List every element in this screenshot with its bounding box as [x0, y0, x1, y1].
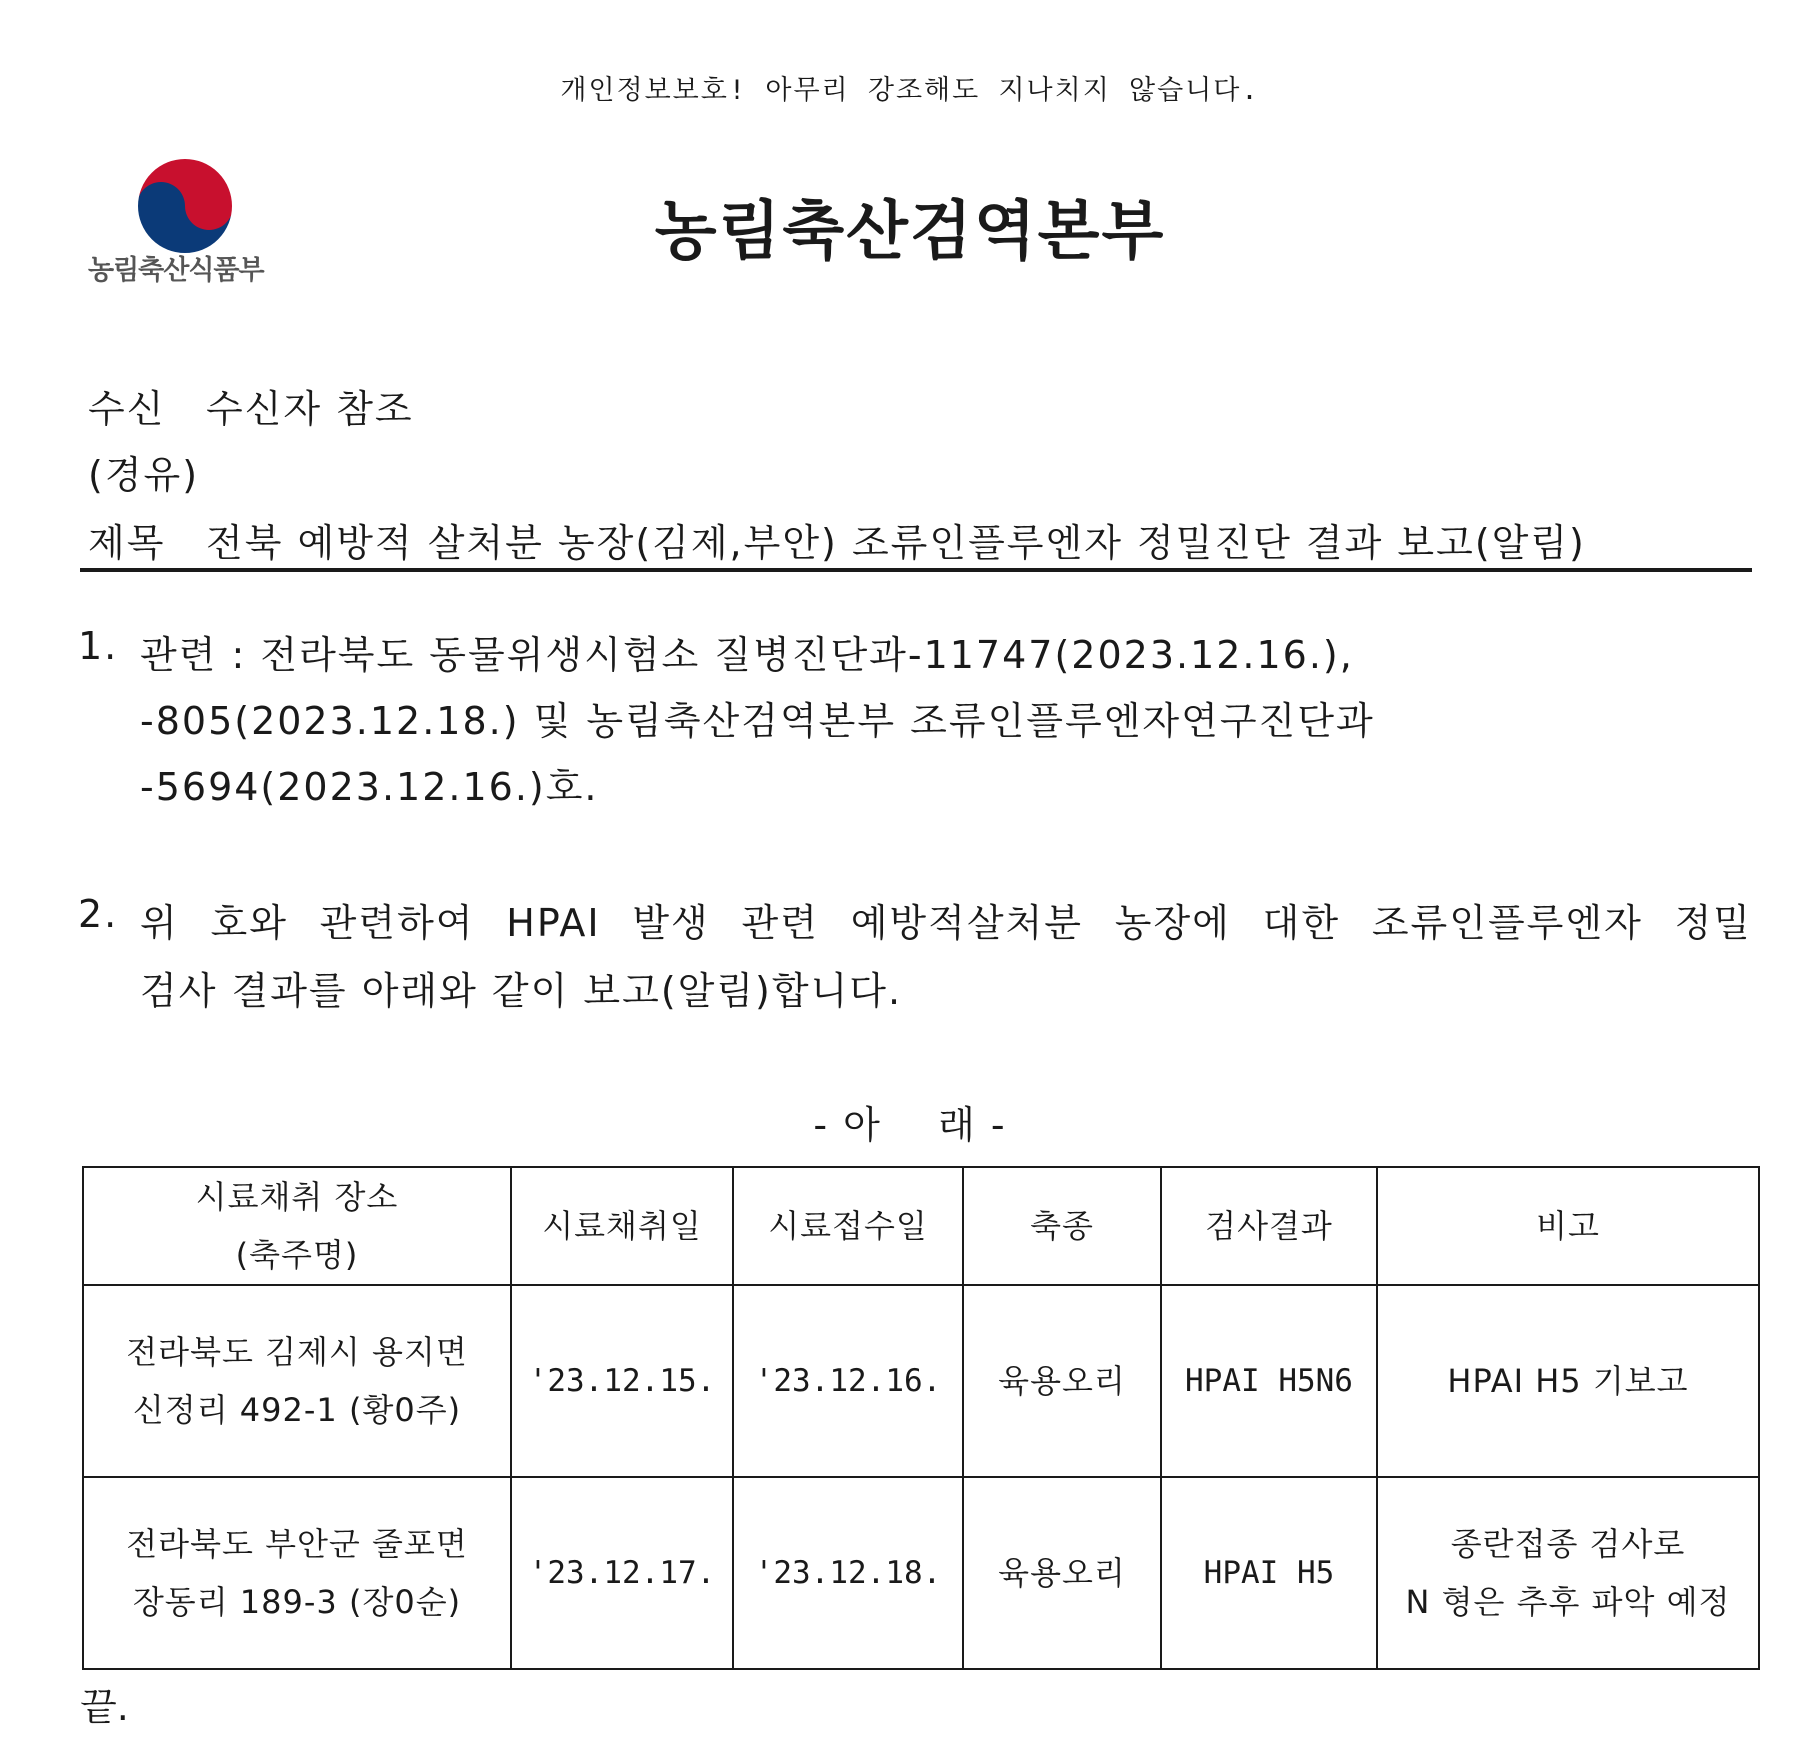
paragraph-2-line-1 — [78, 892, 1752, 945]
header-divider — [80, 568, 1752, 572]
paragraph-2-number: 2. — [78, 892, 119, 936]
paragraph-1-line-2: -805(2023.12.18.) 및 농림축산검역본부 조류인플루엔자연구진단과 — [140, 699, 1375, 743]
cell-receipt-date: '23.12.18. — [733, 1477, 963, 1669]
end-mark: 끝. — [80, 1685, 129, 1729]
location-line-1: 전라북도 김제시 용지면 — [126, 1333, 468, 1371]
via-line: (경유) — [88, 453, 200, 497]
remarks-line-1: HPAI H5 기보고 — [1447, 1362, 1689, 1400]
location-line-1: 전라북도 부안군 줄포면 — [126, 1525, 468, 1563]
location-line-2: 장동리 189-3 (장0순) — [132, 1583, 462, 1621]
header-sample-date: 시료채취일 — [511, 1167, 733, 1285]
subject-value: 전북 예방적 살처분 농장(김제,부안) 조류인플루엔자 정밀진단 결과 보고(알림) — [206, 521, 1586, 565]
recipient-value: 수신자 참조 — [206, 387, 414, 431]
cell-location — [83, 1477, 511, 1669]
header-receipt-date: 시료접수일 — [733, 1167, 963, 1285]
header-location — [83, 1167, 511, 1285]
recipient-label: 수신 — [88, 387, 166, 431]
cell-result: HPAI H5 — [1161, 1477, 1377, 1669]
subject-line — [88, 512, 1586, 567]
cell-sample-date: '23.12.15. — [511, 1285, 733, 1477]
paragraph-2-text: 위 호와 관련하여 HPAI 발생 관련 예방적살처분 농장에 대한 조류인플루엔자 정밀 — [140, 901, 1752, 945]
table-header-row — [83, 1167, 1759, 1285]
header-remarks: 비고 — [1377, 1167, 1759, 1285]
paragraph-1-number: 1. — [78, 624, 119, 668]
table-row — [83, 1285, 1759, 1477]
cell-remarks — [1377, 1477, 1759, 1669]
remarks-line-2: N 형은 추후 파악 예정 — [1405, 1583, 1731, 1621]
cell-location — [83, 1285, 511, 1477]
paragraph-1-text: 관련 : 전라북도 동물위생시험소 질병진단과-11747(2023.12.16.), — [140, 633, 1354, 677]
header-location-line-1: 시료채취 장소 — [195, 1178, 399, 1216]
cell-sample-date: '23.12.17. — [511, 1477, 733, 1669]
paragraph-2-line-2: 검사 결과를 아래와 같이 보고(알림)합니다. — [140, 969, 903, 1013]
remarks-line-1: 종란접종 검사로 — [1450, 1525, 1686, 1563]
cell-remarks — [1377, 1285, 1759, 1477]
table-row — [83, 1477, 1759, 1669]
header-species: 축종 — [963, 1167, 1161, 1285]
below-heading: - 아 래 - — [813, 1103, 1007, 1147]
location-line-2: 신정리 492-1 (황0주) — [132, 1391, 462, 1429]
subject-label: 제목 — [88, 521, 166, 565]
header-result: 검사결과 — [1161, 1167, 1377, 1285]
cell-receipt-date: '23.12.16. — [733, 1285, 963, 1477]
recipient-line — [88, 378, 414, 433]
results-table — [82, 1166, 1760, 1670]
paragraph-1-line-1 — [78, 624, 1354, 677]
cell-result: HPAI H5N6 — [1161, 1285, 1377, 1477]
privacy-notice: 개인정보보호! 아무리 강조해도 지나치지 않습니다. — [560, 75, 1260, 106]
agency-title: 농림축산검역본부 — [654, 195, 1166, 269]
ministry-logo-text: 농림축산식품부 — [88, 255, 264, 286]
cell-species: 육용오리 — [963, 1477, 1161, 1669]
paragraph-1-line-3: -5694(2023.12.16.)호. — [140, 765, 599, 809]
header-location-line-2: (축주명) — [235, 1236, 359, 1274]
cell-species: 육용오리 — [963, 1285, 1161, 1477]
